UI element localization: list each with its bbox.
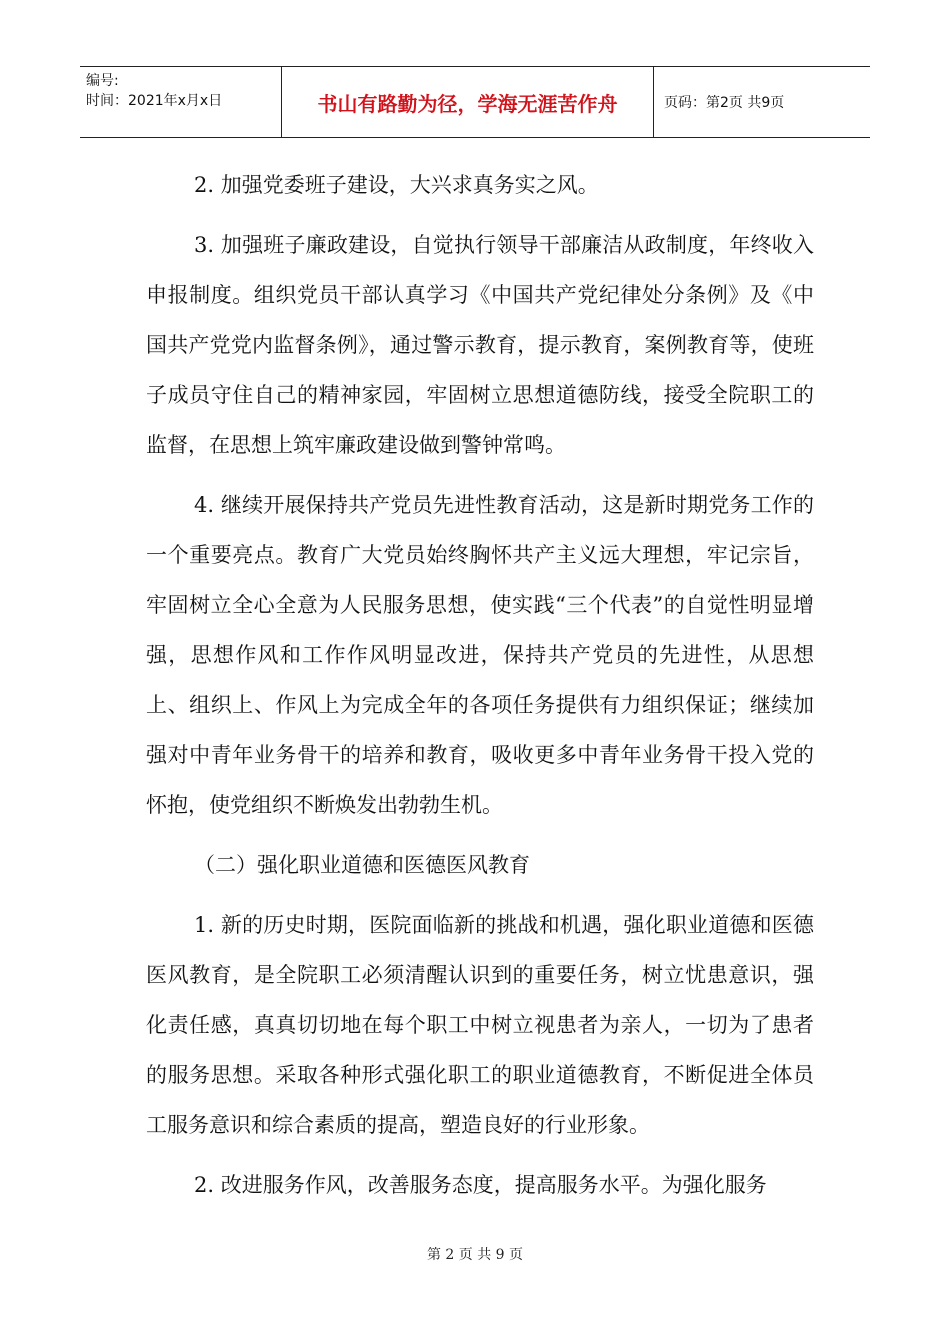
paragraph-item-4: 4. 继续开展保持共产党员先进性教育活动，这是新时期党务工作的一个重要亮点。教育广大党员始终胸怀共产主义远大理想，牢记宗旨，牢固树立全心全意为人民服务思想，使实践“三个代表”的自觉性明显增强，思想作风和工作作风明显改进，保持共产党员的先进性，从思想上、组织上、作风上为完成全年的各项任务提供有力组织保证；继续加强对中青年业务骨干的培养和教育，吸收更多中青年业务骨干投入党的怀抱，使党组织不断焕发出勃勃生机。 (146, 493, 814, 817)
paragraph-item-2b: 2. 改进服务作风，改善服务态度，提高服务水平。为强化服务 (194, 1173, 767, 1197)
paragraph-item-1: 1. 新的历史时期，医院面临新的挑战和机遇，强化职业道德和医德医风教育，是全院职工必须清醒认识到的重要任务，树立忧患意识，强化责任感，真真切切地在每个职工中树立视患者为亲人，一切为了患者的服务思想。采取各种形式强化职工的职业道德教育，不断促进全体员工服务意识和综合素质的提高，塑造良好的行业形象。 (146, 913, 814, 1137)
paragraph-item-2: 2. 加强党委班子建设，大兴求真务实之风。 (194, 173, 599, 197)
document-body (146, 160, 814, 1210)
page-footer: 第 2 页 共 9 页 (426, 1247, 524, 1263)
time-label: 时间：2021年x月x日 (86, 93, 223, 109)
section-heading: （二）强化职业道德和医德医风教育 (194, 853, 530, 877)
code-label: 编号: (86, 73, 119, 89)
page-header (80, 66, 870, 138)
header-motto: 书山有路勤为径，学海无涯苦作舟 (282, 67, 654, 137)
header-meta (80, 67, 282, 137)
paragraph-item-3: 3. 加强班子廉政建设，自觉执行领导干部廉洁从政制度，年终收入申报制度。组织党员干部认真学习《中国共产党纪律处分条例》及《中国共产党党内监督条例》，通过警示教育，提示教育，案例教育等，使班子成员守住自己的精神家园，牢固树立思想道德防线，接受全院职工的监督，在思想上筑牢廉政建设做到警钟常鸣。 (146, 233, 814, 457)
header-page-info: 页码：第2页 共9页 (664, 95, 785, 111)
